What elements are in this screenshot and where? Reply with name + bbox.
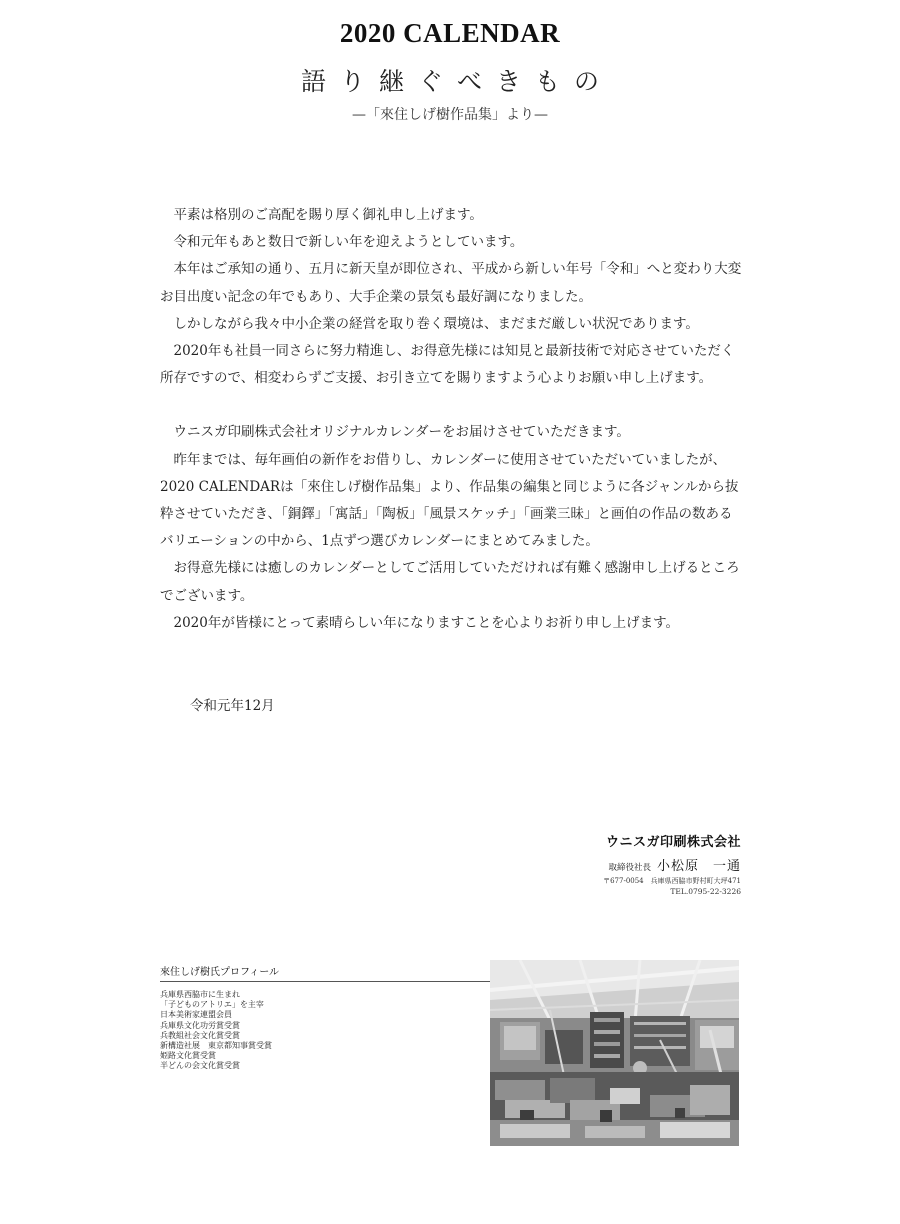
company-address: 〒677-0054 兵庫県西脇市野村町大坪471 <box>603 877 741 885</box>
profile-item: 新構造社展 東京都知事賞受賞 <box>160 1041 272 1051</box>
letter-paragraph: 令和元年もあと数日で新しい年を迎えようとしています。 <box>173 234 524 251</box>
profile-item: 半どんの会文化賞受賞 <box>160 1061 240 1071</box>
paragraph-gap <box>160 392 745 419</box>
signer-name: 小松原 一通 <box>656 859 741 874</box>
atelier-photo <box>490 960 739 1146</box>
letter-paragraph: 2020年も社員一同さらに努力精進し、お得意先様には知見と最新技術で対応させていただく所存ですので、相変わらずご支援、お引き立てを賜りますよう心よりお願い申し上げます。 <box>160 343 735 387</box>
artist-profile <box>160 963 490 1072</box>
letter-paragraph: 本年はご承知の通り、五月に新天皇が即位され、平成から新しい年号「令和」へと変わり大変お目出度い記念の年でもあり、大手企業の景気も最好調になりました。 <box>160 261 742 305</box>
signer-line <box>603 855 741 874</box>
letter-paragraph: 平素は格別のご高配を賜り厚く御礼申し上げます。 <box>173 207 483 223</box>
company-tel: TEL.0795-22-3226 <box>670 887 741 896</box>
greeting-letter <box>160 202 745 637</box>
profile-title: 來住しげ樹氏プロフィール <box>160 963 490 982</box>
signer-role: 取締役社長 <box>608 863 651 873</box>
letter-paragraph: 2020年が皆様にとって素晴らしい年になりますことを心よりお祈り申し上げます。 <box>173 614 680 631</box>
profile-item: 兵庫県西脇市に生まれ <box>160 990 240 999</box>
profile-item: 兵教組社会文化賞受賞 <box>160 1030 240 1040</box>
company-name: ウニスガ印刷株式会社 <box>605 835 741 850</box>
profile-item: 姫路文化賞受賞 <box>160 1051 216 1061</box>
calendar-title: 2020 CALENDAR <box>339 18 561 48</box>
letter-paragraph: ウニスガ印刷株式会社オリジナルカレンダーをお届けさせていただきます。 <box>173 424 630 441</box>
letter-paragraph: 昨年までは、毎年画伯の新作をお借りし、カレンダーに使用させていただいていましたが、2020 CALENDARは「來住しげ樹作品集」より、作品集の編集と同じように各ジャンルから抜粋させていただき、「銅鐸」「寓話」「陶板」「風景スケッチ」「画業三昧」と画伯の作品の数あるバリエーションの中から、1点ずつ選びカレンダーにまとめてみました。 <box>160 451 739 550</box>
profile-item: 日本美術家連盟会員 <box>160 1010 232 1020</box>
letter-paragraph: お得意先様には癒しのカレンダーとしてご活用していただければ有難く感謝申し上げるところでございます。 <box>160 560 740 604</box>
signature-block <box>603 831 741 896</box>
atelier-photo-illustration <box>490 960 739 1146</box>
source-note: —「來住しげ樹作品集」より— <box>352 107 548 123</box>
profile-item: 兵庫県文化功労賞受賞 <box>160 1020 240 1030</box>
profile-list <box>160 990 490 1072</box>
calendar-subtitle: 語り継ぐべきもの <box>300 67 613 96</box>
profile-item: 「子どものアトリエ」を主宰 <box>160 1000 264 1010</box>
letter-date: 令和元年12月 <box>190 698 275 714</box>
letter-paragraph: しかしながら我々中小企業の経営を取り巻く環境は、まだまだ厳しい状況であります。 <box>173 315 699 332</box>
